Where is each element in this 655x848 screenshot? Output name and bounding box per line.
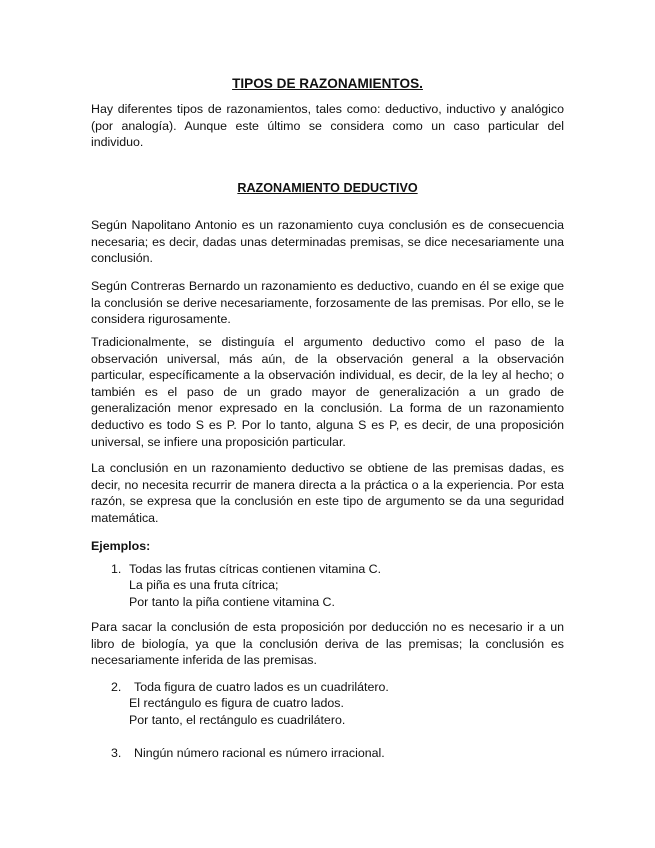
examples-label: Ejemplos: [91,539,151,553]
paragraph-tradicionalmente: Tradicionalmente, se distinguía el argumento deductivo como el paso de la observación universal, más aún, de la observación general a la observación particular, específicamente a la observación individual, es decir, de la ley al hecho; o también es el paso de un grado mayor de generalización a un grado de generalización menor expresado en la conclusión. La forma de un razonamiento deductivo es todo S es P. Por lo tanto, alguna S es P, es decir, de una proposición universal, se infiere una proposición particular. [91,335,564,449]
example-2-line-1: Toda figura de cuatro lados es un cuadrilátero. [134,680,389,694]
paragraph-middle: Para sacar la conclusión de esta proposición por deducción no es necesario ir a un libro de biología, ya que la conclusión deriva de las premisas; la conclusión es necesariamente inferida de las premisas. [91,620,564,668]
example-1-line-3: Por tanto la piña contiene vitamina C. [129,595,335,609]
paragraph-napolitano: Según Napolitano Antonio es un razonamiento cuya conclusión es de consecuencia necesaria; es decir, dadas unas determinadas premisas, se dice necesariamente una conclusión. [91,218,564,266]
example-2-line-2: El rectángulo es figura de cuatro lados. [129,696,344,710]
example-2-number: 2. [111,680,122,694]
page-title: TIPOS DE RAZONAMIENTOS. [232,76,423,91]
paragraph-conclusion: La conclusión en un razonamiento deductivo se obtiene de las premisas dadas, es decir, no necesita recurrir de manera directa a la práctica o a la experiencia. Por esta razón, se expresa que la conclusión en este tipo de argumento se da una seguridad matemática. [91,461,564,525]
example-1-line-2: La piña es una fruta cítrica; [129,578,279,592]
paragraph-contreras: Según Contreras Bernardo un razonamiento es deductivo, cuando en él se exige que la conclusión se derive necesariamente, forzosamente de las premisas. Por ello, se le considera rigurosamente. [91,279,564,327]
intro-paragraph: Hay diferentes tipos de razonamientos, tales como: deductivo, inductivo y analógico (por analogía). Aunque este último se considera como un caso particular del individuo. [91,102,564,150]
example-3-line-1: Ningún número racional es número irracional. [134,746,385,760]
example-1-number: 1. [111,562,122,576]
example-2-line-3: Por tanto, el rectángulo es cuadrilátero. [129,713,346,727]
example-1-line-1: Todas las frutas cítricas contienen vitamina C. [129,562,382,576]
example-3-number: 3. [111,746,122,760]
section-title: RAZONAMIENTO DEDUCTIVO [237,181,418,195]
